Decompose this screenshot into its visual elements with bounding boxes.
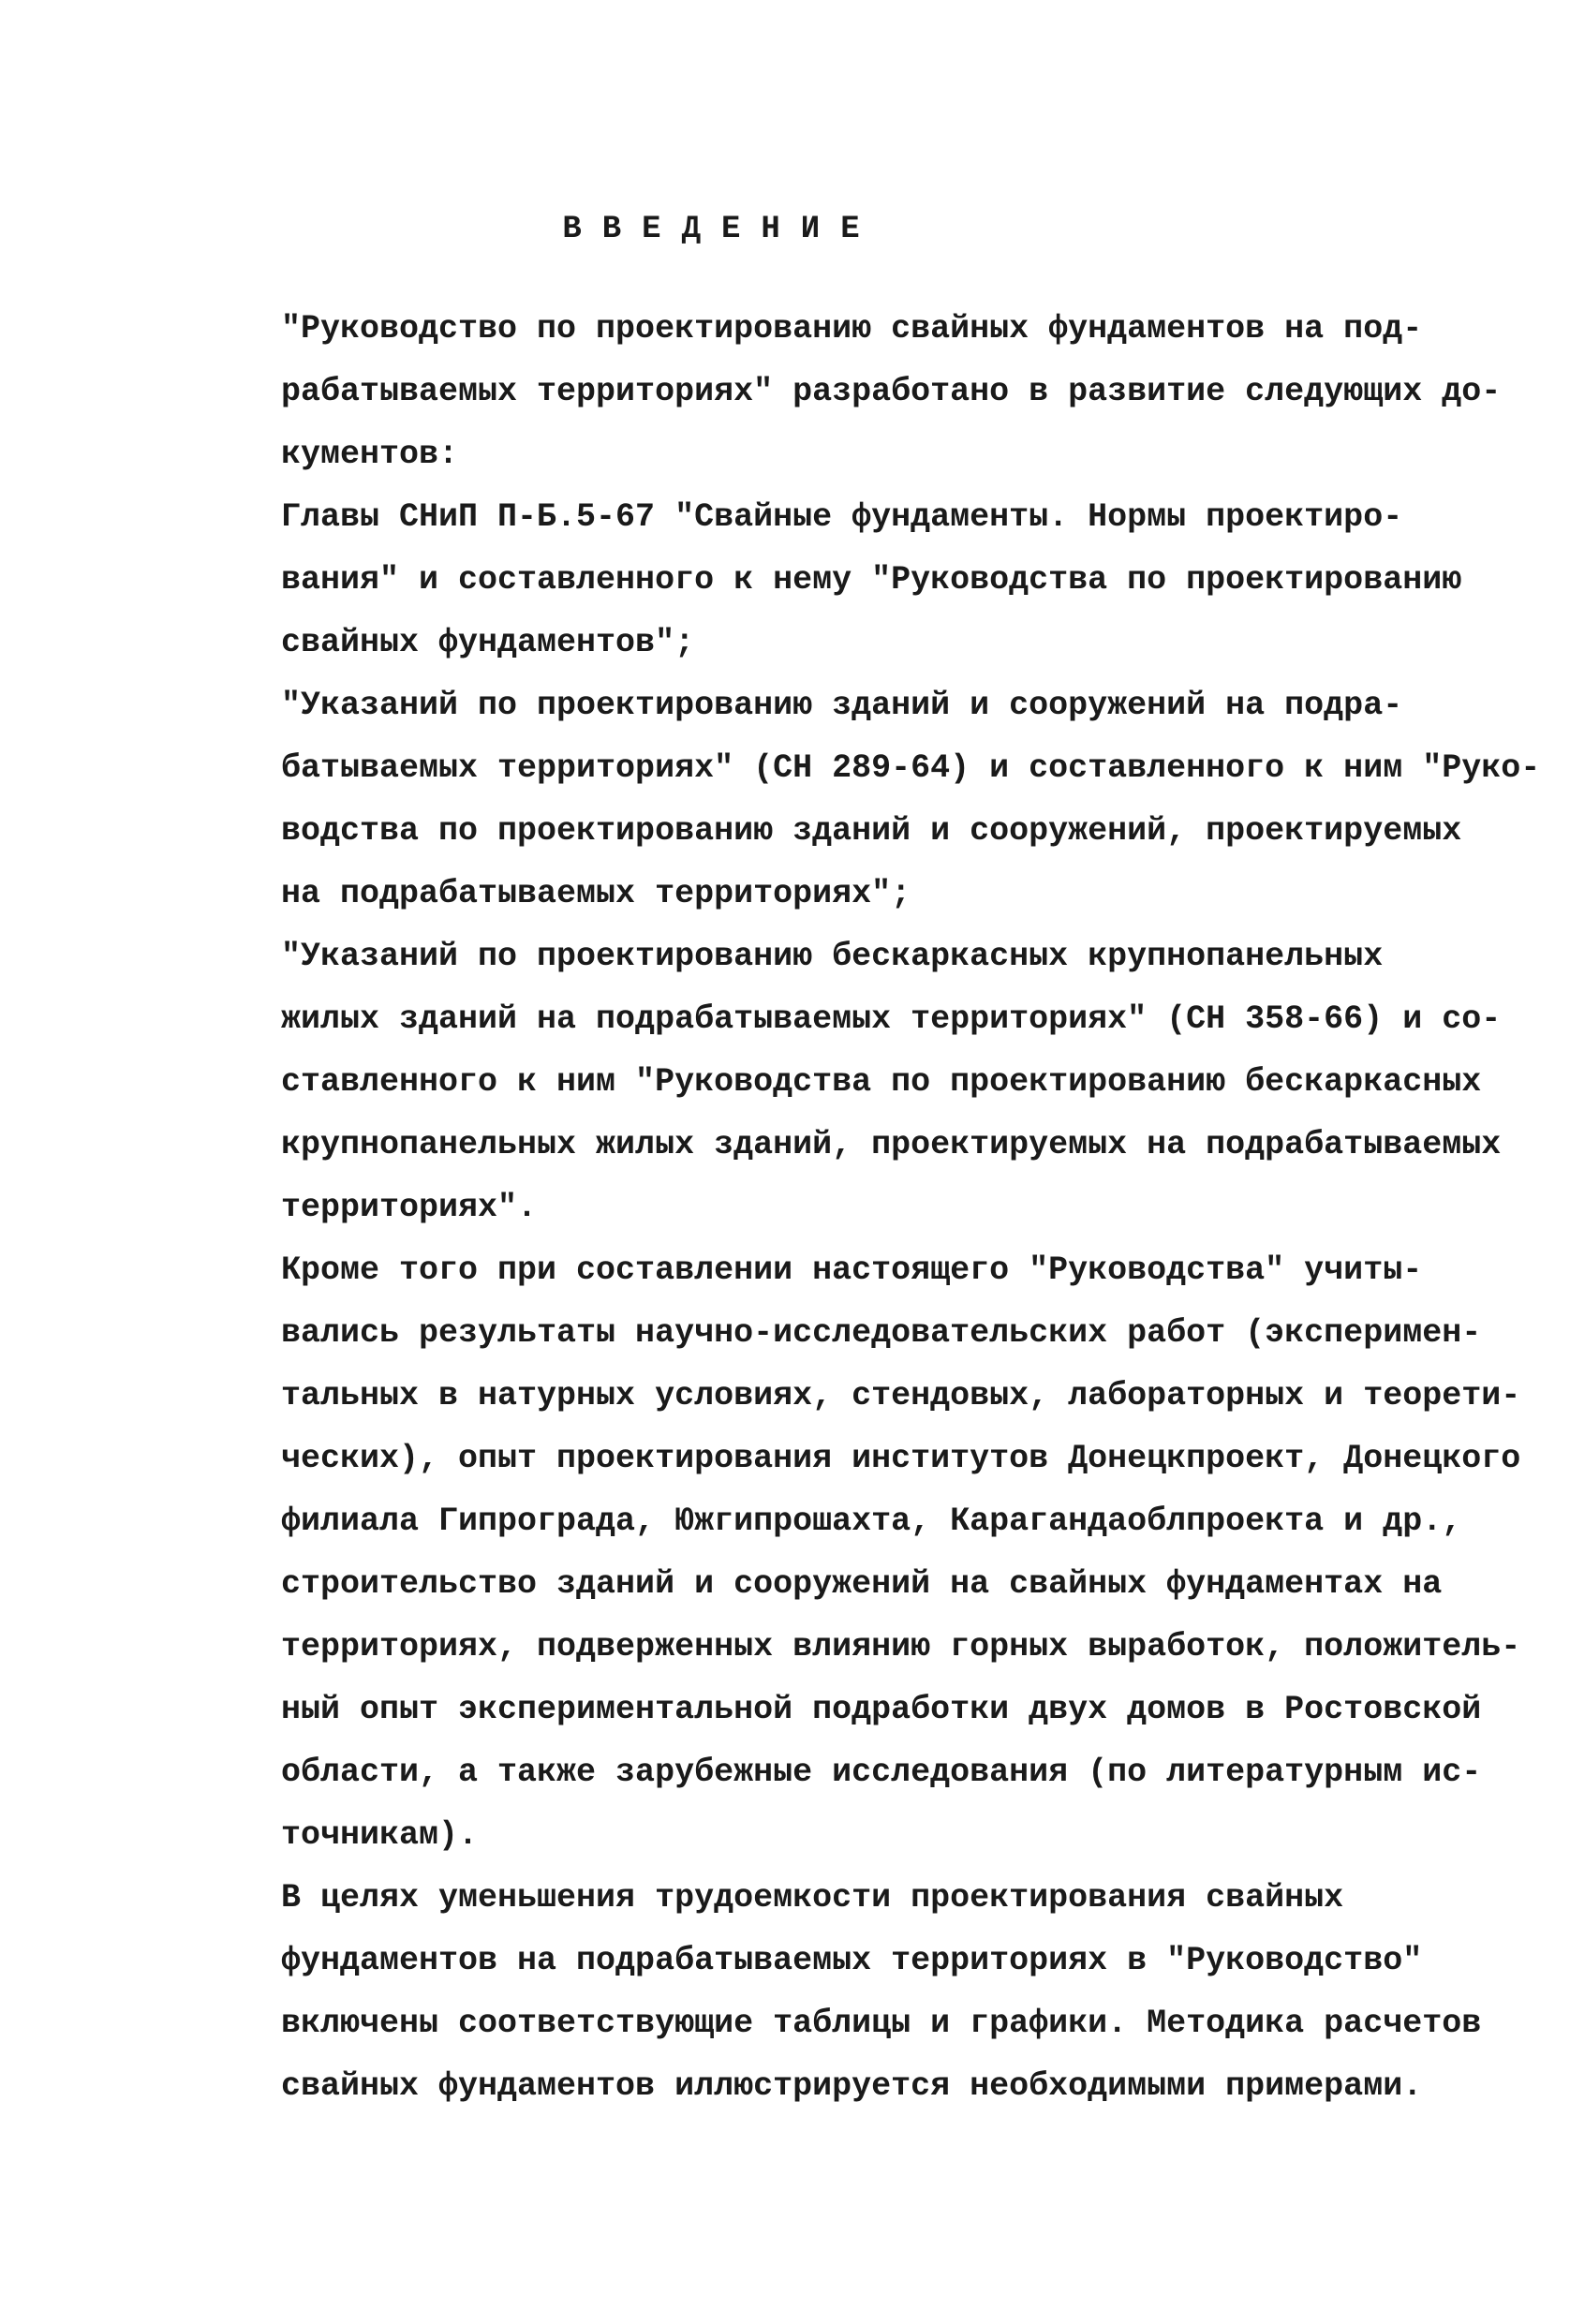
paragraph-6 [184, 1867, 1482, 2118]
text-line: Главы СНиП П-Б.5-67 "Свайные фундаменты. Нормы проектиро- [281, 498, 1403, 536]
text-line: вались результаты научно-исследовательских работ (эксперимен- [281, 1314, 1482, 1352]
section-title: ВВЕДЕНИЕ [562, 212, 881, 247]
paragraph-4 [184, 925, 1502, 1239]
paragraph-5 [184, 1239, 1521, 1867]
text-line: территориях". [281, 1189, 538, 1226]
text-line: свайных фундаментов"; [281, 624, 695, 661]
text-line: на подрабатываемых территориях"; [281, 875, 911, 912]
text-line: точникам). [281, 1816, 479, 1854]
text-line: ставленного к ним "Руководства по проектированию бескаркасных [281, 1063, 1482, 1101]
text-line: фундаментов на подрабатываемых территориях в "Руководство" [281, 1942, 1423, 1979]
text-line: рабатываемых территориях" разработано в развитие следующих до- [281, 373, 1502, 410]
text-line: водства по проектированию зданий и сооружений, проектируемых [281, 812, 1462, 850]
text-line: батываемых территориях" (СН 289-64) и составленного к ним "Руко- [281, 749, 1541, 787]
text-line: Кроме того при составлении настоящего "Руководства" учиты- [281, 1251, 1423, 1289]
body-text [184, 298, 1541, 2118]
text-line: кументов: [281, 436, 459, 473]
text-line: жилых зданий на подрабатываемых территориях" (СН 358-66) и со- [281, 1000, 1502, 1038]
text-line: территориях, подверженных влиянию горных выработок, положитель- [281, 1628, 1521, 1665]
text-line: вания" и составленного к нему "Руководства по проектированию [281, 561, 1462, 599]
paragraph-1 [184, 298, 1502, 486]
text-line: В целях уменьшения трудоемкости проектирования свайных [281, 1879, 1344, 1917]
text-line: филиала Гипрограда, Южгипрошахта, Карагандаоблпроекта и др., [281, 1502, 1462, 1540]
text-line: области, а также зарубежные исследования (по литературным ис- [281, 1754, 1482, 1791]
text-line: "Указаний по проектированию бескаркасных крупнопанельных [281, 938, 1384, 975]
text-line: ный опыт экспериментальной подработки двух домов в Ростовской [281, 1691, 1482, 1728]
paragraph-3 [184, 674, 1541, 925]
text-line: "Руководство по проектированию свайных фундаментов на под- [281, 310, 1423, 348]
paragraph-2 [184, 486, 1462, 674]
text-line: тальных в натурных условиях, стендовых, лабораторных и теорети- [281, 1377, 1521, 1414]
text-line: ческих), опыт проектирования институтов Донецкпроект, Донецкого [281, 1440, 1521, 1477]
text-line: включены соответствующие таблицы и графики. Методика расчетов [281, 2005, 1482, 2042]
text-line: "Указаний по проектированию зданий и сооружений на подра- [281, 687, 1403, 724]
text-line: свайных фундаментов иллюстрируется необходимыми примерами. [281, 2067, 1423, 2105]
text-line: строительство зданий и сооружений на свайных фундаментах на [281, 1565, 1443, 1603]
text-line: крупнопанельных жилых зданий, проектируемых на подрабатываемых [281, 1126, 1502, 1163]
